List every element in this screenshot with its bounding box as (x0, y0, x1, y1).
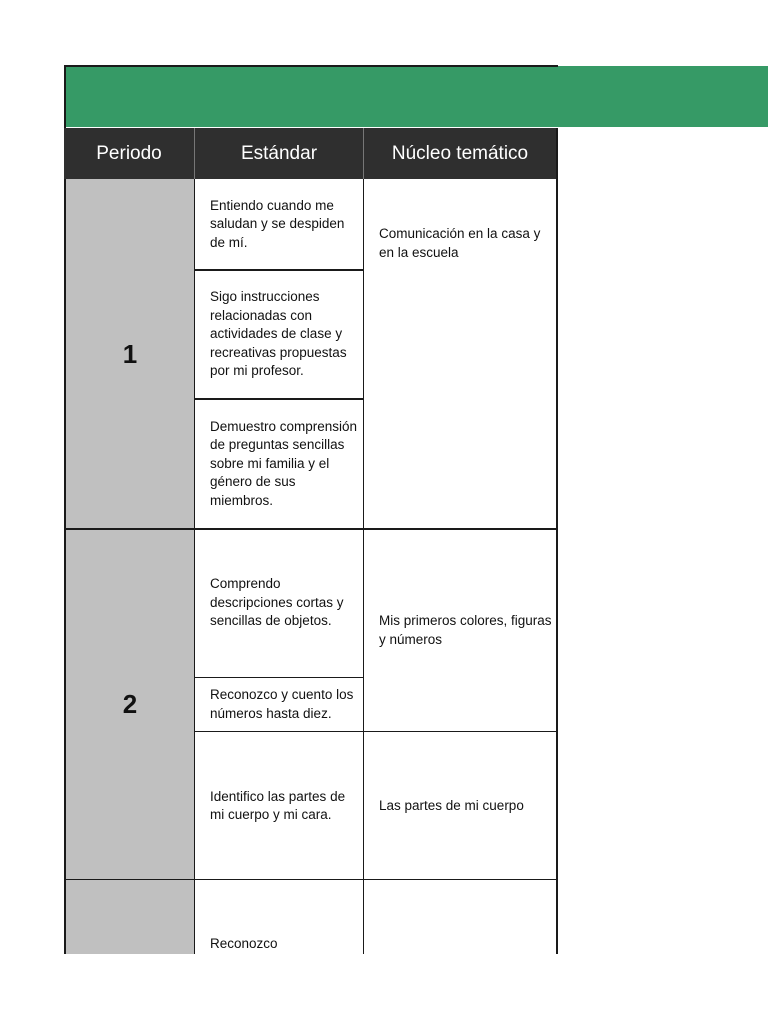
period-cell-2: 2 (64, 529, 195, 880)
standard-cell: Reconozco (195, 880, 364, 954)
period-divider (64, 879, 558, 880)
standard-cell: Sigo instrucciones relacionadas con actividades de clase y recreativas propuestas por mi profesor. (195, 270, 364, 399)
row-divider (195, 677, 364, 678)
title-bar (64, 66, 768, 127)
topic-cell: Comunicación en la casa y en la escuela (364, 179, 558, 529)
row-divider (195, 398, 364, 400)
header-nucleo: Núcleo temático (364, 128, 558, 179)
standard-cell: Entiendo cuando me saludan y se despiden de mí. (195, 179, 364, 270)
title-bar-border-left (64, 65, 66, 128)
standard-cell: Reconozco y cuento los números hasta diez. (195, 677, 364, 732)
period-cell-1: 1 (64, 179, 195, 529)
period-divider (64, 528, 558, 530)
title-bar-border (64, 65, 558, 67)
row-divider (195, 269, 364, 271)
standard-cell: Demuestro comprensión de preguntas sencillas sobre mi familia y el género de sus miembros. (195, 399, 364, 529)
row-divider (195, 731, 558, 732)
topic-cell (364, 880, 558, 954)
topic-cell: Mis primeros colores, figuras y números (364, 529, 558, 732)
standard-cell: Identifico las partes de mi cuerpo y mi cara. (195, 732, 364, 880)
header-periodo: Periodo (64, 128, 195, 179)
topic-cell: Las partes de mi cuerpo (364, 732, 558, 880)
standard-cell: Comprendo descripciones cortas y sencillas de objetos. (195, 529, 364, 677)
header-estandar: Estándar (195, 128, 364, 179)
period-cell-3 (64, 880, 195, 954)
